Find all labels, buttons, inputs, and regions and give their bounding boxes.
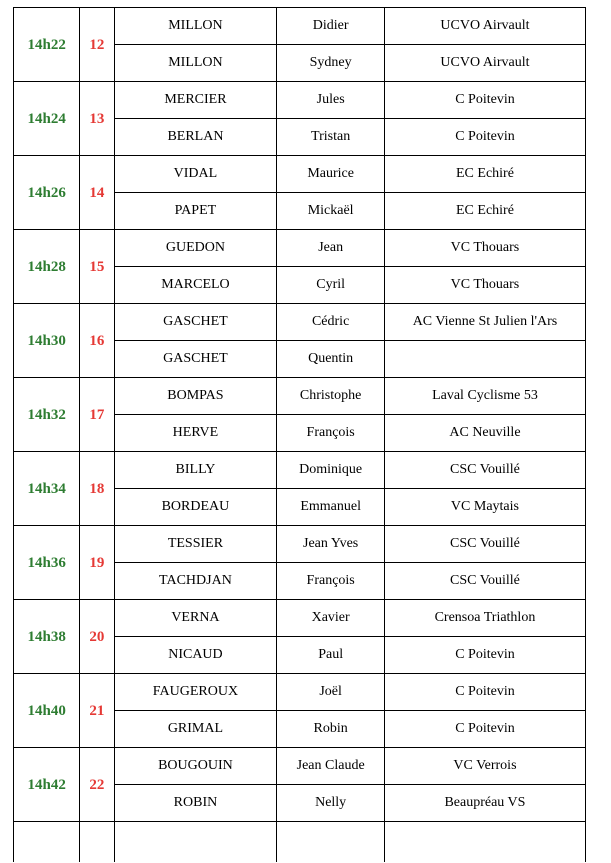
rider-last-name: VERNA (114, 600, 277, 637)
rider-row (14, 156, 586, 193)
rider-last-name: NICAUD (114, 637, 277, 674)
rider-first-name: Jean (277, 230, 385, 267)
rider-row (14, 600, 586, 637)
group-number: 21 (80, 674, 114, 748)
group-number: 14 (80, 156, 114, 230)
rider-first-name: François (277, 563, 385, 600)
start-time: 14h36 (14, 526, 80, 600)
start-time: 14h22 (14, 8, 80, 82)
rider-first-name: Jean Yves (277, 526, 385, 563)
rider-club: C Poitevin (384, 711, 585, 748)
rider-last-name: MILLON (114, 45, 277, 82)
rider-first-name: François (277, 415, 385, 452)
rider-club: Laval Cyclisme 53 (384, 378, 585, 415)
rider-club: Beaupréau VS (384, 785, 585, 822)
rider-club: C Poitevin (384, 82, 585, 119)
start-time: 14h38 (14, 600, 80, 674)
rider-last-name: GRIMAL (114, 711, 277, 748)
rider-row (14, 748, 586, 785)
group-number: 12 (80, 8, 114, 82)
rider-club: Crensoa Triathlon (384, 600, 585, 637)
rider-last-name: FAUGEROUX (114, 674, 277, 711)
rider-club: AC Neuville (384, 415, 585, 452)
rider-last-name: GASCHET (114, 304, 277, 341)
rider-last-name: BOUGOUIN (114, 748, 277, 785)
rider-first-name: Joël (277, 674, 385, 711)
rider-row (14, 230, 586, 267)
start-list-table (13, 7, 586, 862)
rider-row (14, 674, 586, 711)
rider-last-name: GUEDON (114, 230, 277, 267)
group-number: 22 (80, 748, 114, 822)
rider-last-name: MERCIER (114, 82, 277, 119)
rider-first-name: Sydney (277, 45, 385, 82)
start-time: 14h24 (14, 82, 80, 156)
rider-first-name: Paul (277, 637, 385, 674)
rider-club: C Poitevin (384, 637, 585, 674)
group-number: 17 (80, 378, 114, 452)
empty-row (14, 822, 586, 863)
rider-last-name: TESSIER (114, 526, 277, 563)
rider-first-name: Xavier (277, 600, 385, 637)
rider-club: VC Verrois (384, 748, 585, 785)
rider-last-name: MILLON (114, 8, 277, 45)
group-number: 16 (80, 304, 114, 378)
rider-first-name: Didier (277, 8, 385, 45)
rider-first-name: Quentin (277, 341, 385, 378)
rider-club: EC Echiré (384, 156, 585, 193)
rider-last-name: PAPET (114, 193, 277, 230)
start-list-sheet (13, 7, 586, 862)
rider-first-name: Maurice (277, 156, 385, 193)
rider-first-name: Cédric (277, 304, 385, 341)
rider-club: C Poitevin (384, 119, 585, 156)
rider-row (14, 526, 586, 563)
empty-cell (14, 822, 80, 863)
rider-last-name: ROBIN (114, 785, 277, 822)
rider-last-name: BILLY (114, 452, 277, 489)
rider-first-name: Robin (277, 711, 385, 748)
start-time: 14h26 (14, 156, 80, 230)
rider-first-name: Tristan (277, 119, 385, 156)
rider-first-name: Jean Claude (277, 748, 385, 785)
group-number: 15 (80, 230, 114, 304)
start-time: 14h30 (14, 304, 80, 378)
start-time: 14h28 (14, 230, 80, 304)
rider-row (14, 304, 586, 341)
rider-first-name: Mickaël (277, 193, 385, 230)
start-time: 14h42 (14, 748, 80, 822)
start-time: 14h32 (14, 378, 80, 452)
rider-club: CSC Vouillé (384, 563, 585, 600)
rider-row (14, 82, 586, 119)
group-number: 20 (80, 600, 114, 674)
rider-club: UCVO Airvault (384, 8, 585, 45)
start-time: 14h34 (14, 452, 80, 526)
rider-first-name: Emmanuel (277, 489, 385, 526)
rider-club: UCVO Airvault (384, 45, 585, 82)
group-number: 19 (80, 526, 114, 600)
rider-club: VC Thouars (384, 230, 585, 267)
rider-club: VC Maytais (384, 489, 585, 526)
rider-last-name: TACHDJAN (114, 563, 277, 600)
rider-last-name: BERLAN (114, 119, 277, 156)
rider-last-name: GASCHET (114, 341, 277, 378)
empty-cell (80, 822, 114, 863)
empty-cell (277, 822, 385, 863)
rider-club: EC Echiré (384, 193, 585, 230)
rider-last-name: HERVE (114, 415, 277, 452)
rider-club: C Poitevin (384, 674, 585, 711)
rider-row (14, 378, 586, 415)
empty-cell (114, 822, 277, 863)
group-number: 13 (80, 82, 114, 156)
rider-club (384, 341, 585, 378)
rider-club: VC Thouars (384, 267, 585, 304)
rider-first-name: Nelly (277, 785, 385, 822)
start-list-body (14, 8, 586, 863)
rider-club: CSC Vouillé (384, 526, 585, 563)
rider-last-name: VIDAL (114, 156, 277, 193)
rider-last-name: BORDEAU (114, 489, 277, 526)
rider-club: AC Vienne St Julien l'Ars (384, 304, 585, 341)
rider-first-name: Christophe (277, 378, 385, 415)
rider-last-name: MARCELO (114, 267, 277, 304)
rider-first-name: Dominique (277, 452, 385, 489)
rider-last-name: BOMPAS (114, 378, 277, 415)
rider-club: CSC Vouillé (384, 452, 585, 489)
rider-first-name: Jules (277, 82, 385, 119)
rider-first-name: Cyril (277, 267, 385, 304)
rider-row (14, 8, 586, 45)
start-time: 14h40 (14, 674, 80, 748)
empty-cell (384, 822, 585, 863)
group-number: 18 (80, 452, 114, 526)
rider-row (14, 452, 586, 489)
